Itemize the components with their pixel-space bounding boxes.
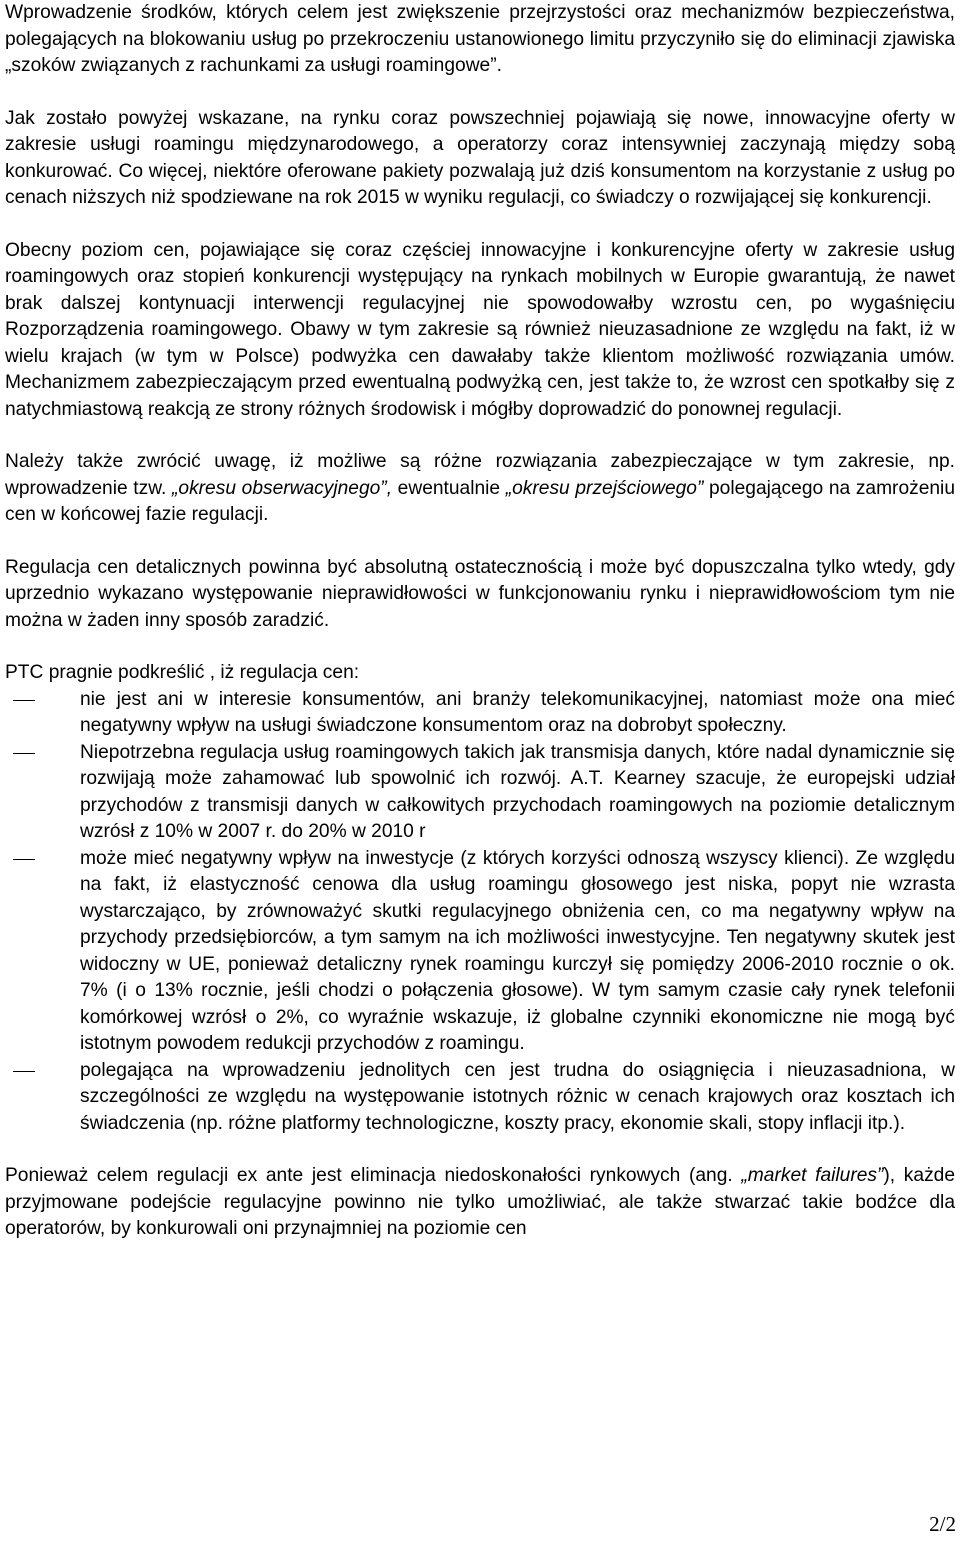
italic-term-observation-period: „okresu obserwacyjnego”, xyxy=(172,477,393,499)
text-segment: Należy także zwrócić uwagę, iż możliwe są różne rozwiązania zabezpieczające w tym zakresie, np. wprowadzenie tzw. xyxy=(5,451,955,499)
paragraph-safeguards xyxy=(5,449,955,529)
document-page xyxy=(5,0,955,1243)
list-item-text: może mieć negatywny wpływ na inwestycje (z których korzyści odnoszą wszyscy klienci). Ze względu na fakt, iż elastyczność cenowa dla usług roamingu głosowego jest niska, popyt nie wzrasta wystarczająco, by zrównoważyć skutki regulacyjnego obniżenia cen, co ma negatywny wpływ na przychody przedsiębiorców, a tym samym na ich możliwości inwestycyjne. Ten negatywny skutek jest widoczny w UE, ponieważ detaliczny rynek roamingu kurczył się pomiędzy 2006-2010 rocznie o ok. 7% (i o 13% rocznie, jeśli chodzi o połączenia głosowe). W tym samym czasie cały rynek telefonii komórkowej wzrósł o 2%, co wyraźnie wskazuje, iż globalne czynniki ekonomiczne nie mogą być istotnym powodem redukcji przychodów z roamingu. xyxy=(80,847,955,1054)
paragraph-current-prices: Obecny poziom cen, pojawiające się coraz częściej innowacyjne i konkurencyjne oferty w zakresie usług roamingowych oraz stopień konkurencji występujący na rynkach mobilnych w Europie gwarantują, że nawet brak dalszej kontynuacji interwencji regulacyjnej nie spowodowałby wzrostu cen, po wygaśnięciu Rozporządzenia roamingowego. Obawy w tym zakresie są również nieuzasadnione ze względu na fakt, iż w wielu krajach (w tym w Polsce) podwyżka cen dawałaby także klientom możliwość rozwiązania umów. Mechanizmem zabezpieczającym przed ewentualną podwyżką cen, jest także to, że wzrost cen spotkałby się z natychmiastową reakcją ze strony różnych środowisk i mógłby doprowadzić do ponownej regulacji. xyxy=(5,239,955,420)
text-segment: ewentualnie xyxy=(392,477,506,499)
list-item xyxy=(5,1058,955,1138)
paragraph-innovative-offers: Jak zostało powyżej wskazane, na rynku coraz powszechniej pojawiają się nowe, innowacyjne oferty w zakresie usługi roamingu międzynarodowego, a operatorzy coraz intensywniej zaczynają między sobą konkurować. Co więcej, niektóre oferowane pakiety pozwalają już dziś konsumentom na korzystanie z usług po cenach niższych niż spodziewane na rok 2015 w wyniku regulacji, co świadczy o rozwijającej się konkurencji. xyxy=(5,107,955,208)
list-item xyxy=(5,846,955,1058)
italic-term-market-failures: „market failures” xyxy=(741,1165,884,1186)
italic-term-transition-period: „okresu przejściowego” xyxy=(505,477,704,499)
list-item-text: Niepotrzebna regulacja usług roamingowych takich jak transmisja danych, które nadal dynamicznie się rozwijają może zahamować lub spowolnić ich rozwój. A.T. Kearney szacuje, że europejski udział przychodów z transmisji danych w całkowitych przychodach roamingowych na poziomie detalicznym wzrósł z 10% w 2007 r. do 20% w 2010 r xyxy=(80,741,955,842)
paragraph-retail-regulation: Regulacja cen detalicznych powinna być absolutną ostatecznością i może być dopuszczalna tylko wtedy, gdy uprzednio wykazano występowanie nieprawidłowości w funkcjonowaniu rynku i nieprawidłowościom tym nie można w żaden inny sposób zaradzić. xyxy=(5,556,955,631)
text-segment: polegającego na zamrożeniu cen w końcowej fazie regulacji. xyxy=(5,477,955,525)
text-segment: Ponieważ celem regulacji ex ante jest eliminacja niedoskonałości rynkowych (ang. xyxy=(5,1165,742,1186)
paragraph-ex-ante xyxy=(5,1163,955,1243)
list-item-text: nie jest ani w interesie konsumentów, ani branży telekomunikacyjnej, natomiast może ona mieć negatywny wpływ na usługi świadczone konsumentom oraz na dobrobyt społeczny. xyxy=(80,688,955,736)
list-intro: PTC pragnie podkreślić , iż regulacja cen: xyxy=(5,662,360,683)
text-segment: ), każde przyjmowane podejście regulacyjne powinno nie tylko umożliwiać, ale także stwarzać takie bodźce dla operatorów, by konkurowali oni przynajmniej na poziomie cen xyxy=(5,1165,956,1239)
list-item xyxy=(5,687,955,740)
bullet-list xyxy=(5,687,955,1138)
paragraph-billing-shock: Wprowadzenie środków, których celem jest zwiększenie przejrzystości oraz mechanizmów bezpieczeństwa, polegających na blokowaniu usług po przekroczeniu ustanowionego limitu przyczyniło się do eliminacji zjawiska „szoków związanych z rachunkami za usługi roamingowe”. xyxy=(5,2,955,76)
ptc-statement-block xyxy=(5,660,955,1137)
list-item xyxy=(5,740,955,846)
page-number: 2/2 xyxy=(929,1512,956,1536)
list-item-text: polegająca na wprowadzeniu jednolitych cen jest trudna do osiągnięcia i nieuzasadniona, w szczególności ze względu na występowanie istotnych różnic w cenach krajowych oraz kosztach ich świadczenia (np. różne platformy technologiczne, koszty pracy, ekonomie skali, stopy inflacji itp.). xyxy=(80,1059,955,1134)
